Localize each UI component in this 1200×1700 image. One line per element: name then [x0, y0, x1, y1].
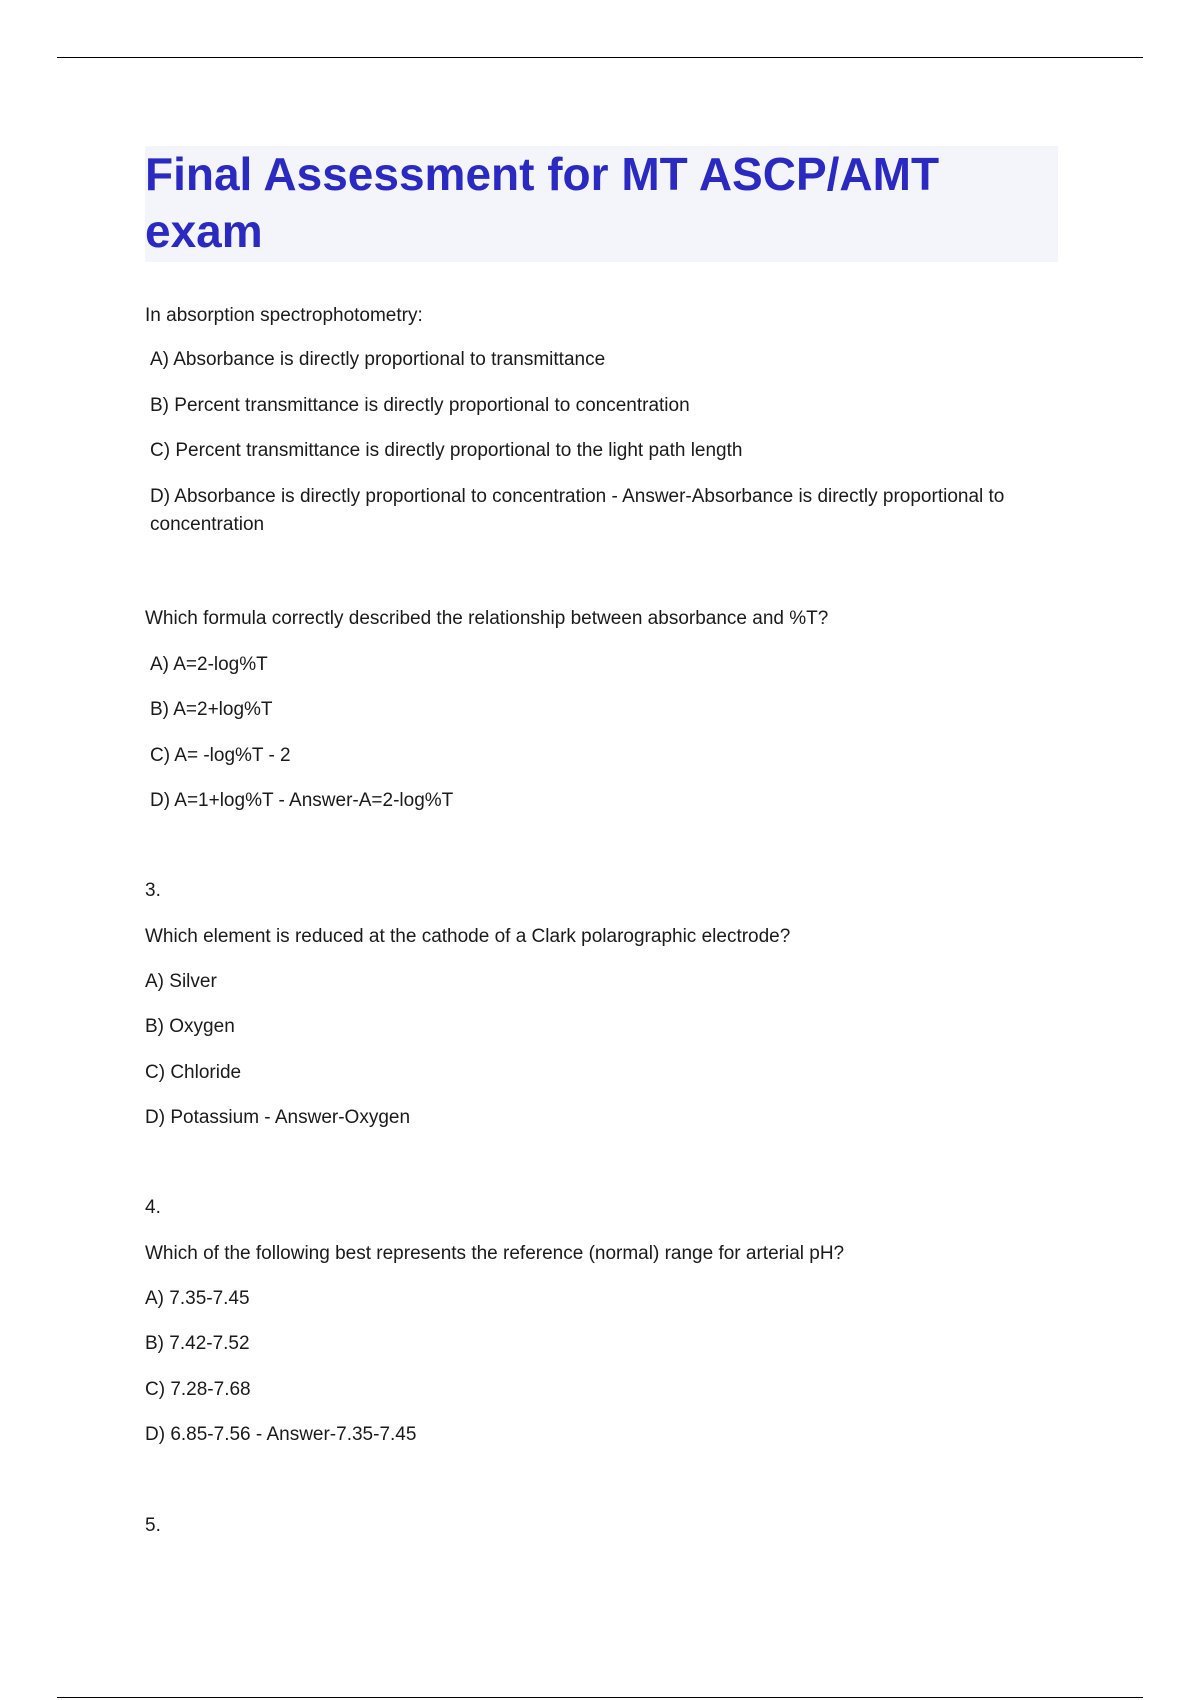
option-a: A) Silver — [145, 971, 217, 992]
option-c: C) A= -log%T - 2 — [150, 745, 291, 766]
question-3-option-a-wrap — [145, 968, 1058, 996]
question-2-option-d-wrap — [145, 787, 1058, 815]
question-4-option-a-wrap — [145, 1285, 1058, 1313]
question-stem: In absorption spectrophotometry: — [145, 305, 423, 326]
option-d: D) Absorbance is directly proportional to concentration - Answer-Absorbance is directly proportional to concentration — [150, 486, 1005, 535]
question-number: 5. — [145, 1515, 161, 1536]
option-c: C) Percent transmittance is directly proportional to the light path length — [150, 440, 743, 461]
question-stem: Which formula correctly described the relationship between absorbance and %T? — [145, 608, 829, 629]
title-box — [145, 146, 1058, 262]
page-content — [145, 146, 1058, 1536]
question-number: 4. — [145, 1197, 161, 1218]
question-5-number-wrap — [145, 1512, 1058, 1540]
question-1-option-b-wrap — [145, 392, 1058, 420]
option-c: C) Chloride — [145, 1062, 242, 1083]
question-2 — [145, 605, 1058, 633]
question-1-options — [145, 346, 1058, 374]
question-4 — [145, 1240, 1058, 1268]
option-b: B) 7.42-7.52 — [145, 1333, 250, 1354]
question-4-option-d-wrap — [145, 1421, 1058, 1449]
option-d: D) 6.85-7.56 - Answer-7.35-7.45 — [145, 1424, 417, 1445]
question-1-option-c-wrap — [145, 437, 1058, 465]
option-d: D) A=1+log%T - Answer-A=2-log%T — [150, 790, 454, 811]
option-b: B) A=2+log%T — [150, 699, 273, 720]
question-2-option-b-wrap — [145, 696, 1058, 724]
question-3-option-d-wrap — [145, 1104, 1058, 1132]
question-3-number-wrap — [145, 877, 1058, 905]
question-1 — [145, 302, 1058, 330]
question-stem: Which element is reduced at the cathode of a Clark polarographic electrode? — [145, 926, 791, 947]
question-4-number-wrap — [145, 1194, 1058, 1222]
bottom-rule — [57, 1697, 1143, 1698]
question-3-option-b-wrap — [145, 1013, 1058, 1041]
option-b: B) Oxygen — [145, 1016, 235, 1037]
option-b: B) Percent transmittance is directly proportional to concentration — [150, 395, 690, 416]
option-c: C) 7.28-7.68 — [145, 1379, 251, 1400]
question-4-option-b-wrap — [145, 1330, 1058, 1358]
option-a: A) 7.35-7.45 — [145, 1288, 250, 1309]
question-3 — [145, 923, 1058, 951]
question-stem: Which of the following best represents the reference (normal) range for arterial pH? — [145, 1243, 845, 1264]
question-number: 3. — [145, 880, 161, 901]
question-4-option-c-wrap — [145, 1376, 1058, 1404]
option-a: A) Absorbance is directly proportional to transmittance — [150, 349, 606, 370]
document-title: Final Assessment for MT ASCP/AMT exam — [145, 148, 940, 257]
question-2-option-c-wrap — [145, 742, 1058, 770]
question-1-option-d-wrap — [145, 483, 1058, 539]
option-d: D) Potassium - Answer-Oxygen — [145, 1107, 411, 1128]
question-3-option-c-wrap — [145, 1059, 1058, 1087]
option-a: A) A=2-log%T — [150, 654, 268, 675]
question-2-option-a-wrap — [145, 651, 1058, 679]
top-rule — [57, 57, 1143, 58]
